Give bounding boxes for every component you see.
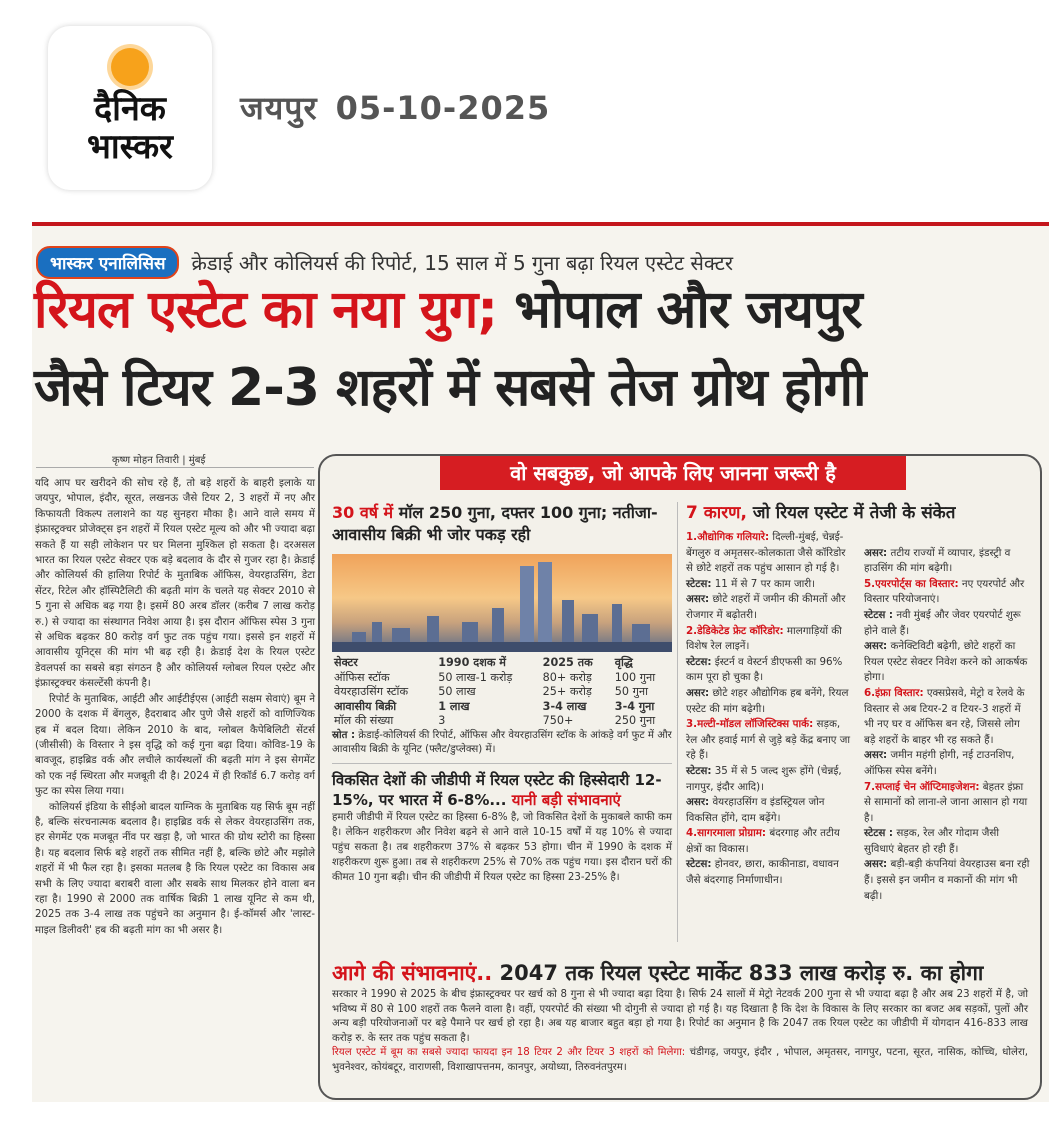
th: वृद्धि	[614, 656, 633, 669]
reason-n: 2.	[686, 624, 698, 637]
cell: ऑफिस स्टॉक	[334, 670, 390, 684]
newspaper-clipping	[32, 222, 1049, 1102]
reasons-col2	[864, 530, 1030, 904]
cell: 80+ करोड़	[542, 670, 592, 684]
cell: वेयरहाउसिंग स्टॉक	[334, 685, 409, 698]
reasons-col1	[686, 530, 852, 904]
reason-sd: नवी मुंबई और जेवर एयरपोर्ट शुरू होने वाले हैं।	[864, 608, 1021, 637]
reason-t: सागरमाला प्रोग्राम:	[697, 827, 767, 840]
growth-table	[332, 656, 672, 729]
reason-item	[686, 624, 852, 718]
source-label: स्रोत :	[332, 729, 356, 741]
source-text: क्रेडाई-कोलियर्स की रिपोर्ट, ऑफिस और वेयरहाउसिंग स्टॉक के आंकड़े वर्ग फुट में और आवासीय बिक्री के यूनिट (फ्लैट/डुप्लेक्स) में।	[332, 729, 672, 755]
article-body	[35, 476, 315, 938]
top-rule	[32, 222, 1049, 226]
kicker: क्रेडाई और कोलियर्स की रिपोर्ट, 15 साल में 5 गुना बढ़ा रियल एस्टेट सेक्टर	[191, 251, 734, 275]
cell: आवासीय बिक्री	[334, 699, 397, 713]
headline-black: भोपाल और जयपुर	[497, 280, 862, 340]
reason-n: 7.	[864, 780, 876, 793]
reason-n: 4.	[686, 827, 698, 840]
reason-d: बंदरगाह और तटीय क्षेत्रों का विकास।	[686, 827, 840, 855]
reason-ad: बड़ी-बड़ी कंपनियां वेयरहाउस बना रही हैं। इससे इन जमीन व मकानों की मांग भी बढ़ी।	[864, 858, 1030, 902]
table-row	[332, 714, 672, 729]
future-text	[332, 988, 1028, 1076]
reason-a: असर:	[686, 593, 710, 606]
reason-a: असर:	[864, 640, 888, 653]
reason-n: 1.	[686, 531, 698, 543]
reason-d: बेहतर इंफ्रा से सामानों को लाना-ले जाना आसान हो गया है।	[864, 780, 1028, 824]
reason-n: 6.	[864, 686, 876, 699]
paragraph: कोलियर्स इंडिया के सीईओ बादल याग्निक के मुताबिक यह सिर्फ बूम नहीं है, बल्कि संरचनात्मक बदलाव है। हाइब्रिड वर्क से लेकर वेयरहाउसिंग तक, हर सेगमेंट एक मजबूत नींव पर खड़ा है, जो भारत की ग्रोथ स्टोरी का हिस्सा है। यह बदलाव सिर्फ बड़े शहरों तक सीमित नहीं है, बल्कि छोटे और मझोले शहरों में भी फैल रहा है। इसका मतलब है कि रियल एस्टेट का विकास अब सभी के लिए ज्यादा बराबरी वाला और सबके साथ मिलकर होने वाला बन रहा है। 1990 से 2000 तक वार्षिक बिक्री 1 लाख यूनिट से कम थी, 2025 तक 3-4 लाख तक पहुंचने का अनुमान है। ई-कॉमर्स और 'लास्ट-माइल डिलीवरी' हब की बढ़ती मांग का भी असर है।	[35, 801, 315, 936]
table-row	[332, 685, 672, 700]
cell: 50 गुना	[614, 685, 648, 698]
cell: मॉल की संख्या	[334, 714, 394, 727]
cell: 750+	[542, 714, 574, 727]
gdp-text: हमारी जीडीपी में रियल एस्टेट का हिस्सा 6-8% है, जो विकसित देशों के मुकाबले काफी कम है। लेकिन शहरीकरण और निवेश बढ़ने से आने वाले 10-15 वर्षों में यह 10% से ज्यादा पहुंच सकता है। तब शहरीकरण 37% से बढ़कर 53 होगा। चीन में 1990 के दशक में शहरीकरण शुरू हुआ। तब से शहरीकरण 25% से 70% तक पहुंच गया। इस दौरान घरों की कीमत 10 गुना बढ़ी। चीन की जीडीपी में रियल एस्टेट का हिस्सा 23-25% है।	[332, 811, 672, 883]
table-row	[332, 671, 672, 686]
reason-s: स्टेटस :	[864, 608, 894, 621]
reason-item	[864, 530, 1030, 577]
future-title	[332, 958, 1028, 988]
future-highlight: रियल एस्टेट में बूम का सबसे ज्यादा फायदा इन 18 टियर 2 और टियर 3 शहरों को मिलेगा:	[332, 1047, 686, 1059]
reasons-title	[686, 502, 1030, 524]
cell: 3-4 गुना	[614, 699, 655, 713]
cell: 3-4 लाख	[542, 699, 587, 713]
reason-ad: छोटे शहर औद्योगिक हब बनेंगे, रियल एस्टेट की मांग बढ़ेगी।	[686, 686, 849, 715]
mall-title	[332, 502, 672, 546]
kicker-row	[36, 246, 733, 279]
reason-t: मल्टी-मॉडल लॉजिस्टिक्स पार्क:	[697, 718, 814, 731]
reason-t: औद्योगिक गलियारे:	[697, 531, 770, 543]
reason-item	[864, 577, 1030, 686]
headline-line2: जैसे टियर 2-3 शहरों में सबसे तेज ग्रोथ होगी	[34, 358, 866, 418]
mall-title-red: 30 वर्ष में	[332, 503, 394, 522]
sun-icon	[111, 48, 149, 86]
reason-ad: जमीन महंगी होगी, नई टाउनशिप, ऑफिस स्पेस बनेंगे।	[864, 749, 1015, 777]
section-badge: भास्कर एनालिसिस	[36, 246, 179, 279]
reason-t: सप्लाई चेन ऑप्टिमाइजेशन:	[875, 780, 980, 793]
reason-a: असर:	[686, 686, 710, 699]
city: जयपुर	[240, 89, 318, 127]
reason-ad: कनेक्टिविटी बढ़ेगी, छोटे शहरों का रियल एस्टेट सेक्टर निवेश करने को आकर्षक होगा।	[864, 640, 1028, 684]
date: 05-10-2025	[335, 89, 551, 127]
reason-a: असर:	[864, 749, 888, 762]
logo-line1: दैनिक	[94, 89, 166, 129]
gdp-title-red: यानी बड़ी संभावनाएं	[506, 790, 621, 809]
reason-item	[686, 826, 852, 888]
dainik-bhaskar-logo	[48, 26, 212, 190]
reason-d: दिल्ली-मुंबई, चेन्नई-बेंगलुरु व अमृतसर-कोलकाता जैसे कॉरिडोर से छोटे शहरों तक पहुंच आसान हो गई है।	[686, 531, 846, 575]
reasons-section	[686, 502, 1030, 904]
mall-section	[332, 502, 672, 885]
th: सेक्टर	[334, 656, 358, 669]
th: 2025 तक	[542, 656, 593, 669]
dateline	[240, 86, 568, 129]
reason-sd: ईस्टर्न व वेस्टर्न डीएफसी का 96% काम पूरा हो चुका है।	[686, 655, 843, 684]
paragraph: रिपोर्ट के मुताबिक, आईटी और आईटीईएस (आईटी सक्षम सेवाएं) बूम ने 2000 के दशक में बेंगलुरु, हैदराबाद और पुणे जैसे शहरों को वाणिज्यिक हब में बदल दिया। लेकिन 2010 के बाद, ग्लोबल कैपेबिलिटी सेंटर्स (जीसीसी) के विस्तार ने इस वृद्धि को कई गुना बढ़ा दिया। कोविड-19 के बावजूद, हाइब्रिड वर्क और लचीले कार्यस्थलों की बढ़ती मांग ने इस सेगमेंट को एक नई स्थिरता और मजबूती दी है। 2024 में ही रिकॉर्ड 6.7 करोड़ वर्ग फुट का स्पेस लिया गया।	[35, 693, 315, 798]
reasons-title-red: 7 कारण,	[686, 503, 747, 523]
gdp-title	[332, 770, 672, 810]
box-banner: वो सबकुछ, जो आपके लिए जानना जरूरी है	[440, 456, 906, 490]
reason-item	[864, 686, 1030, 780]
cell: 1 लाख	[438, 699, 470, 713]
reason-n: 3.	[686, 718, 698, 731]
byline: कृष्ण मोहन तिवारी | मुंबई	[112, 455, 206, 466]
reason-ad: तटीय राज्यों में व्यापार, इंडस्ट्री व हाउसिंग की मांग बढ़ेगी।	[864, 546, 1011, 575]
reason-item	[686, 530, 852, 624]
reason-d: मालगाड़ियों की विशेष रेल लाइनें।	[686, 624, 842, 653]
reason-a: असर:	[864, 858, 888, 871]
reason-d: नए एयरपोर्ट और विस्तार परियोजनाएं।	[864, 577, 1025, 606]
cell: 25+ करोड़	[542, 685, 592, 698]
reason-sd: 11 में से 7 पर काम जारी।	[711, 577, 816, 590]
reason-sd: होनवर, छारा, काकीनाडा, वधावन जैसे बंदरगाह निर्माणाधीन।	[686, 858, 839, 887]
reasons-columns	[686, 530, 1030, 904]
reason-t: डेडिकेटेड फ्रेट कॉरिडोर:	[697, 624, 784, 637]
reasons-title-text: जो रियल एस्टेट में तेजी के संकेत	[746, 503, 956, 523]
reason-s: स्टेटस:	[686, 577, 712, 590]
logo-line2: भास्कर	[87, 127, 173, 167]
future-title-text: 2047 तक रियल एस्टेट मार्केट 833 लाख करोड़ रु. का होगा	[492, 961, 984, 985]
skyline-image	[332, 554, 672, 652]
headline-red: रियल एस्टेट का नया युग;	[34, 280, 498, 340]
reason-a: असर:	[686, 796, 710, 809]
reason-n: 5.	[864, 577, 876, 590]
reason-t: इंफ्रा विस्तार:	[875, 686, 924, 699]
reason-ad: वेयरहाउसिंग व इंडस्ट्रियल जोन विकसित होंगे, दाम बढ़ेंगे।	[686, 796, 825, 824]
column-divider	[677, 502, 678, 942]
gdp-title-text: विकसित देशों की जीडीपी में रियल एस्टेट की हिस्सेदारी 12-15%, पर भारत में 6-8%...	[332, 770, 662, 809]
cell: 50 लाख-1 करोड़	[438, 670, 513, 684]
reason-sd: 35 में से 5 जल्द शुरू होंगे (चेन्नई, नागपुर, इंदौर आदि)।	[686, 764, 842, 793]
table-row	[332, 700, 672, 715]
reason-s: स्टेटस :	[864, 827, 894, 840]
reason-item	[686, 717, 852, 826]
th: 1990 दशक में	[438, 656, 506, 669]
reason-t: एयरपोर्ट्स का विस्तार:	[875, 577, 959, 590]
divider	[36, 467, 314, 468]
reason-d: एक्सप्रेसवे, मेट्रो व रेलवे के विस्तार से अब टियर-2 व टियर-3 शहरों में भी नए घर व ऑफिस बन रहे, जिससे लोग बड़े शहरों के बाहर भी रह सकते हैं।	[864, 686, 1025, 746]
paragraph: यदि आप घर खरीदने की सोच रहे हैं, तो बड़े शहरों के बाहरी इलाके या जयपुर, भोपाल, इंदौर, सूरत, लखनऊ जैसे टियर 2, 3 शहरों में नए और किफायती विकल्प तलाशने का यह सुनहरा मौका है। आने वाले समय में इंफ्रास्ट्रक्चर प्रोजेक्ट्स इन शहरों में रियल एस्टेट मूल्य को और भी ज्यादा बढ़ा सकते हैं या सही लोकेशन पर घर मिलना मुश्किल हो सकता है। दरअसल भारत का रियल एस्टेट सेक्टर एक बड़े बदलाव के दौर से गुजर रहा है। क्रेडाई और कोलियर्स की हालिया रिपोर्ट के मुताबिक ऑफिस, वेयरहाउसिंग, डेटा सेंटर, रिटेल और हॉस्पिटैलिटी की बढ़ती मांग के चलते यह सेक्टर 2010 से 5 गुना से अधिक बढ़ गया है। इसमें 80 अरब डॉलर (करीब 7 लाख करोड़ रु.) से ज्यादा का संस्थागत निवेश आया है। इस दौरान ऑफिस स्पेस 3 गुना से अधिक बढ़कर 80 करोड़ वर्ग फुट तक पहुंच गया। इससे इन शहरों में आवासीय यूनिट्स की मांग भी बढ़ रही है। क्रेडाई देश के रियल एस्टेट डेवलपर्स का सबसे बड़ा संगठन है और कोलियर्स ग्लोबल रियल एस्टेट और इंफ्रास्ट्रक्चर कंसल्टेंसी कंपनी है।	[35, 478, 315, 690]
reason-d: सड़क, रेल और हवाई मार्ग से जुड़े बड़े केंद्र बनाए जा रहे हैं।	[686, 718, 851, 762]
reason-item	[864, 780, 1030, 905]
future-title-red: आगे की संभावनाएं..	[332, 961, 493, 985]
mall-title-text: मॉल 250 गुना, दफ्तर 100 गुना; नतीजा- आवासीय बिक्री भी जोर पकड़ रही	[332, 503, 658, 544]
future-body: सरकार ने 1990 से 2025 के बीच इंफ्रास्ट्रक्चर पर खर्च को 8 गुना से भी ज्यादा बढ़ा दिया है। सिर्फ 24 सालों में मेट्रो नेटवर्क 200 गुना से भी ज्यादा बढ़ा है और अब 23 शहरों में है, जो भविष्य में 80 से 100 शहरों तक फैलने वाला है। वहीं, एयरपोर्ट की संख्या भी दोगुनी से ज्यादा हो गई है। यह दिखाता है कि देश के विकास के लिए सरकार का बजट अब सड़कों, पुलों और अन्य बड़ी परियोजनाओं पर बड़े पैमाने पर खर्च हो रहा है। अब यह बाजार बहुत बड़ा हो गया है। रिपोर्ट का अनुमान है कि 2047 तक रियल एस्टेट का जीडीपी में योगदान 416-833 लाख करोड़ रु. के स्तर तक पहुंच सकता है।	[332, 989, 1028, 1044]
reason-s: स्टेटस:	[686, 858, 712, 871]
cell: 50 लाख	[438, 685, 476, 698]
reason-ad: छोटे शहरों में जमीन की कीमतों और रोजगार में बढ़ोतरी।	[686, 593, 846, 621]
cell: 250 गुना	[614, 714, 656, 727]
gdp-section	[332, 770, 672, 885]
future-cities: चंडीगढ़, जयपुर, इंदौर , भोपाल, अमृतसर, नागपुर, पटना, सूरत, नासिक, कोच्चि, धोलेरा, भुवनेश्वर, कोयंबटूर, वाराणसी, विशाखापत्तनम, कानपुर, अयोध्या, तिरुवनंतपुरम।	[332, 1047, 1028, 1073]
reason-s: स्टेटस:	[686, 655, 712, 668]
headline-line1	[34, 278, 862, 342]
cell: 3	[438, 714, 446, 727]
cell: 100 गुना	[614, 670, 656, 684]
info-box	[318, 454, 1042, 1100]
future-section	[320, 952, 1040, 1082]
table-header	[332, 656, 672, 671]
reason-a: असर:	[864, 546, 888, 559]
reason-s: स्टेटस:	[686, 764, 712, 777]
reason-sd: सड़क, रेल और गोदाम जैसी सुविधाएं बेहतर हो रही हैं।	[864, 827, 1000, 855]
table-source	[332, 729, 672, 764]
